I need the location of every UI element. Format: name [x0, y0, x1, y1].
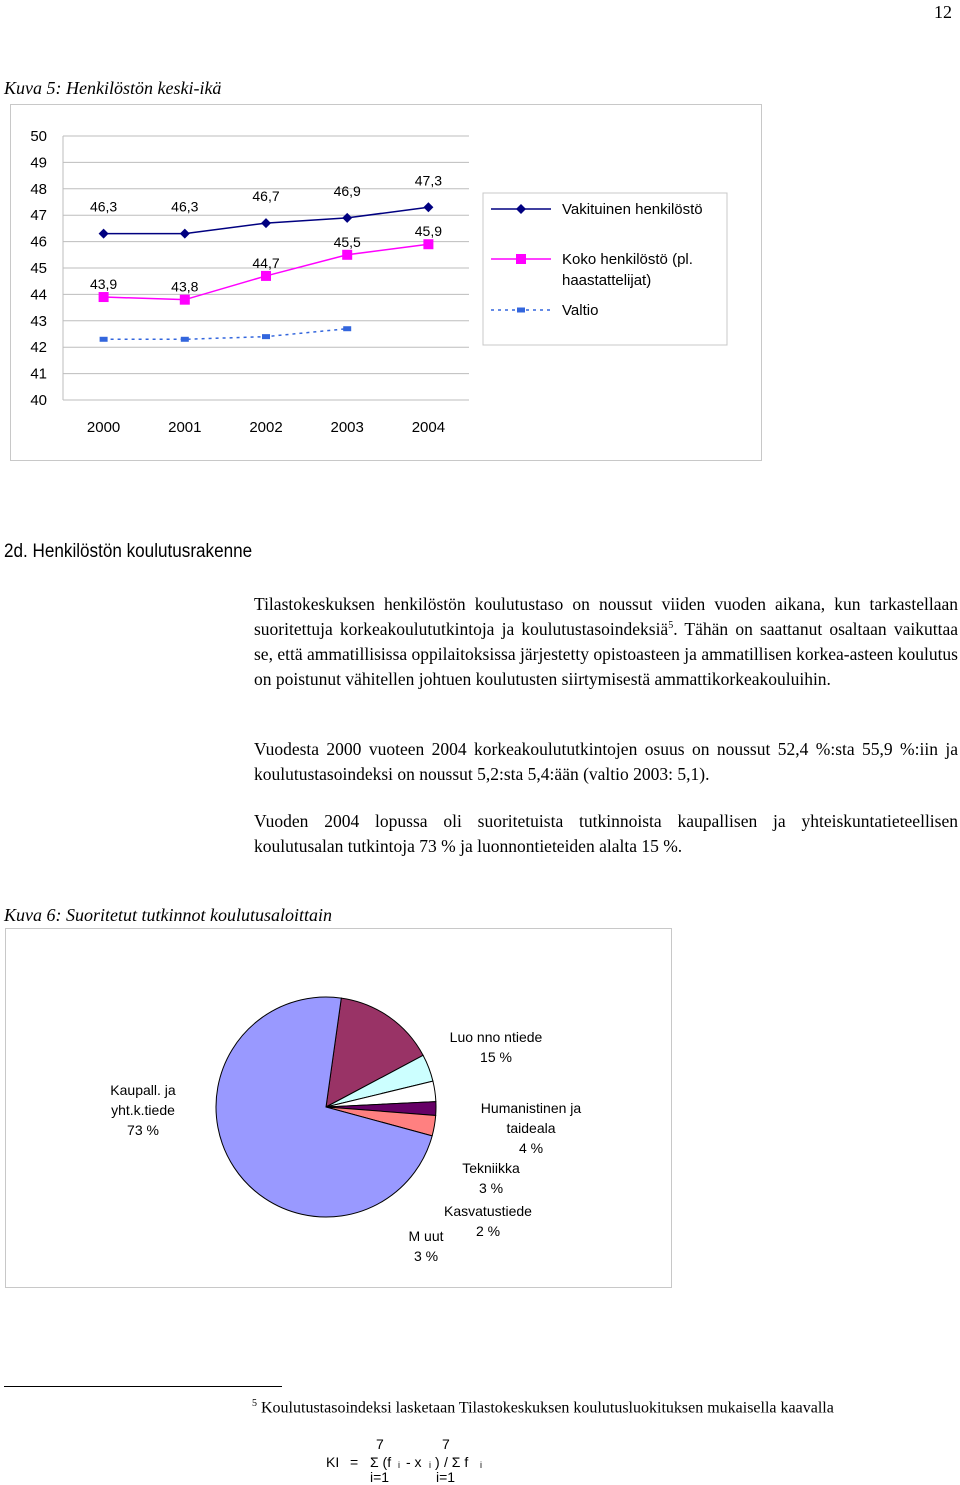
slice-label: 15 % — [480, 1049, 512, 1065]
data-point-square — [342, 250, 352, 260]
age-line-chart — [11, 105, 761, 460]
y-tick-label: 49 — [30, 154, 47, 172]
data-label: 43,8 — [171, 278, 199, 295]
slice-label: taideala — [506, 1120, 556, 1136]
y-tick-label: 46 — [30, 233, 47, 251]
section-heading: 2d. Henkilöstön koulutusrakenne — [4, 541, 253, 562]
legend-label: Valtio — [562, 302, 599, 319]
paragraph-1-text-a: Tilastokeskuksen henkilöstön koulutustaso on noussut viiden vuoden aikana, kun tarkastellaan suoritettuja korkeakoulututkintoja ja koulutustasoindeksiä — [254, 594, 958, 639]
data-label: 46,3 — [171, 198, 199, 215]
formula-sub-3: i — [480, 1460, 482, 1470]
footnote-ref: 5 — [668, 620, 674, 632]
y-tick-label: 45 — [30, 260, 47, 277]
x-tick-label: 2003 — [330, 419, 364, 436]
data-point-square — [261, 271, 271, 281]
age-chart-frame — [10, 104, 762, 461]
formula-lower-2: i=1 — [436, 1469, 456, 1485]
data-label: 45,9 — [414, 223, 443, 240]
footnote-text: Koulutustasoindeksi lasketaan Tilastokeskuksen koulutusluokituksen mukaisella kaavalla — [261, 1399, 834, 1417]
slice-label: Kasvatustiede — [444, 1203, 532, 1219]
y-tick-label: 43 — [30, 312, 47, 330]
y-tick-label: 48 — [30, 180, 47, 198]
data-label: 43,9 — [89, 276, 118, 293]
slice-label: M uut — [408, 1228, 444, 1244]
y-tick-label: 50 — [30, 128, 47, 145]
data-label: 46,3 — [89, 198, 118, 215]
slice-label: 2 % — [475, 1223, 501, 1239]
slice-label: 3 % — [478, 1180, 504, 1196]
data-label: 45,5 — [333, 233, 361, 250]
data-label: 46,9 — [333, 182, 361, 199]
legend-label: Koko henkilöstö (pl. — [562, 251, 693, 268]
y-tick-label: 41 — [30, 365, 47, 383]
legend — [483, 193, 727, 345]
y-tick-label: 47 — [30, 207, 47, 225]
data-label: 44,7 — [252, 254, 280, 271]
legend-label: Vakituinen henkilöstö — [562, 201, 703, 218]
formula-minus-x: - x — [406, 1454, 422, 1470]
legend-marker — [516, 254, 526, 264]
data-label: 46,7 — [252, 188, 280, 205]
slice-label: 73 % — [127, 1122, 159, 1138]
formula-sub-2: i — [429, 1460, 431, 1470]
data-point-rect — [181, 337, 189, 342]
footnote — [252, 1398, 834, 1417]
page-number: 12 — [934, 2, 952, 22]
slice-label: 3 % — [413, 1248, 439, 1264]
footnote-number: 5 — [252, 1398, 257, 1409]
x-tick-label: 2004 — [411, 419, 446, 436]
y-tick-label: 44 — [30, 286, 47, 304]
pie-chart-frame — [5, 928, 672, 1288]
data-label: 47,3 — [414, 172, 443, 189]
y-tick-label: 42 — [30, 339, 47, 357]
figure6-caption: Kuva 6: Suoritetut tutkinnot koulutusaloittain — [4, 905, 332, 925]
formula-equals: = — [350, 1454, 359, 1470]
figure5-caption: Kuva 5: Henkilöstön keski-ikä — [4, 78, 222, 98]
x-tick-label: 2002 — [249, 419, 283, 436]
formula-lower-1: i=1 — [370, 1469, 390, 1485]
data-point-square — [99, 292, 109, 302]
paragraph-1 — [254, 592, 958, 692]
paragraph-3: Vuoden 2004 lopussa oli suoritetuista tutkinnoista kaupallisen ja yhteiskuntatieteellisen koulutusalan tutkintoja 73 % ja luonnontieteiden alalta 15 %. — [254, 811, 958, 856]
slice-label: 4 % — [518, 1140, 544, 1156]
data-point-diamond — [261, 218, 271, 228]
formula-upper-2: 7 — [442, 1436, 450, 1452]
x-tick-label: 2001 — [168, 419, 202, 436]
paragraph-2: Vuodesta 2000 vuoteen 2004 korkeakoulututkintojen osuus on noussut 52,4 %:sta 55,9 %:iin ja koulutustasoindeksi on noussut 5,2:sta 5,4:ään (valtio 2003: 5,1). — [254, 739, 958, 784]
formula-lhs: KI — [326, 1454, 340, 1470]
slice-label: Tekniikka — [462, 1160, 520, 1176]
x-tick-label: 2000 — [86, 419, 121, 436]
formula-upper-1: 7 — [376, 1436, 384, 1452]
formula-close: ) — [435, 1454, 440, 1470]
slice-label: Humanistinen ja — [480, 1100, 582, 1116]
data-point-rect — [262, 334, 270, 339]
formula — [318, 1436, 498, 1485]
data-point-rect — [100, 337, 108, 342]
data-point-diamond — [423, 202, 433, 212]
series-line — [104, 329, 348, 340]
data-point-diamond — [99, 229, 109, 239]
data-point-rect — [343, 326, 351, 331]
data-point-diamond — [342, 213, 352, 223]
formula-sum-1: Σ (f — [370, 1454, 392, 1470]
formula-sub-1: i — [398, 1460, 400, 1470]
data-point-diamond — [180, 229, 190, 239]
legend-marker — [517, 308, 525, 313]
slice-label: Luo nno ntiede — [449, 1029, 543, 1045]
slice-label: Kaupall. ja — [110, 1082, 176, 1098]
paragraph-1-text-b: . Tähän on saattanut osaltaan vaikuttaa se, että ammatillisissa oppilaitoksissa järjestetty opistoasteen ja ammatillisen korkea-asteen koulutus on poistunut vähitellen johtuen koulutusten siirtymisestä ammattikorkeakouluihin. — [254, 619, 958, 689]
footnote-rule — [4, 1386, 282, 1387]
formula-divide-sum: / Σ f — [444, 1454, 469, 1470]
data-point-square — [423, 239, 433, 249]
data-point-square — [180, 295, 190, 305]
y-tick-label: 40 — [30, 392, 47, 409]
legend-label: haastattelijat) — [562, 272, 652, 289]
slice-label: yht.k.tiede — [111, 1102, 175, 1118]
degree-pie-chart — [6, 929, 671, 1287]
